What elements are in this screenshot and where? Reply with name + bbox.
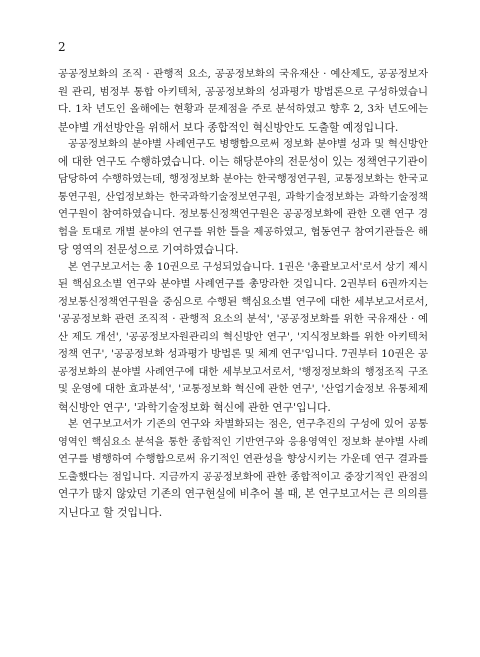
paragraph-3: [58, 259, 428, 417]
text-line: 험을 토대로 개별 분야의 연구를 위한 틀을 제공하였고, 협동연구 참여기관들은 해: [58, 225, 428, 238]
paragraph-2: [58, 136, 428, 259]
text-line: 분야별 개선방안을 위해서 보다 종합적인 혁신방안도 도출할 예정입니다.: [58, 120, 399, 134]
text-line: 담당하여 수행하였는데, 행정정보화 분야는 한국행정연구원, 교통정보화는 한국교: [58, 173, 428, 185]
text-line: 에 대한 연구도 수행하였습니다. 이는 해당분야의 전문성이 있는 정책연구기관이: [58, 155, 428, 168]
text-line: 당 영역의 전문성으로 기여하였습니다.: [58, 243, 239, 256]
text-line: 영역인 핵심요소 분석을 통한 종합적인 기반연구와 응용영역인 정보화 분야별 사례: [58, 436, 428, 448]
text-line: 된 핵심요소별 연구와 분야별 사례연구를 총망라한 것입니다. 2권부터 6권까지는: [58, 278, 428, 290]
text-line: 연구를 병행하여 수행함으로써 유기적인 연관성을 향상시키는 가운데 연구 결과를: [58, 453, 428, 465]
text-line: 및 운영에 대한 효과분석', '교통정보화 혁신에 관한 연구', '산업기술정보 유통체제: [58, 383, 428, 395]
text-line: 통연구원, 산업정보화는 한국과학기술정보연구원, 과학기술정보화는 과학기술정책: [58, 191, 428, 203]
text-line: 정책 연구', '공공정보화 성과평가 방법론 및 체계 연구'입니다. 7권부터 10권은 공: [58, 348, 428, 360]
page-number: 2: [58, 40, 66, 54]
text-line: 원 관리, 범정부 통합 아키텍처, 공공정보화의 성과평가 방법론으로 구성하였습니: [58, 85, 428, 98]
text-line: 공공정보화의 조직 · 관행적 요소, 공공정보화의 국유재산 · 예산제도, 공공정보자: [58, 68, 428, 80]
text-line: 다. 1차 년도인 올해에는 현황과 문제점을 주로 분석하였고 향후 2, 3차 년도에는: [58, 103, 428, 115]
text-line: 연구원이 참여하였습니다. 정보통신정책연구원은 공공정보화에 관한 오랜 연구 경: [58, 208, 428, 220]
text-line: 본 연구보고서는 총 10권으로 구성되었습니다. 1권은 '총괄보고서'로서 상기 제시: [68, 261, 428, 273]
paragraph-4: [58, 416, 428, 521]
text-line: 공공정보화의 분야별 사례연구도 병행함으로써 정보화 분야별 성과 및 혁신방안: [68, 138, 428, 150]
text-line: 본 연구보고서가 기존의 연구와 차별화되는 점은, 연구추진의 구성에 있어 공통: [68, 418, 428, 430]
text-line: 혁신방안 연구', '과학기술정보화 혁신에 관한 연구'입니다.: [58, 400, 331, 414]
text-line: 도출했다는 점입니다. 지금까지 공공정보화에 관한 종합적이고 중장기적인 관점의: [58, 470, 428, 483]
text-line: 지닌다고 할 것입니다.: [58, 505, 163, 519]
paragraph-1: [58, 66, 428, 136]
text-line: 산 제도 개선', '공공정보자원관리의 혁신방안 연구', '지식정보화를 위한 아키텍처: [58, 330, 428, 343]
text-line: 공정보화의 분야별 사례연구에 대한 세부보고서로서, '행정정보화의 행정조직 구조: [58, 366, 428, 378]
text-line: 정보통신정책연구원을 중심으로 수행된 핵심요소별 연구에 대한 세부보고서로서,: [58, 295, 428, 308]
text-line: '공공정보화 관련 조직적 · 관행적 요소의 분석', '공공정보화를 위한 국유재산 · 예: [58, 313, 428, 325]
body-text: [58, 66, 428, 521]
text-line: 연구가 많지 않았던 기존의 연구현실에 비추어 볼 때, 본 연구보고서는 큰 의의를: [58, 488, 428, 500]
